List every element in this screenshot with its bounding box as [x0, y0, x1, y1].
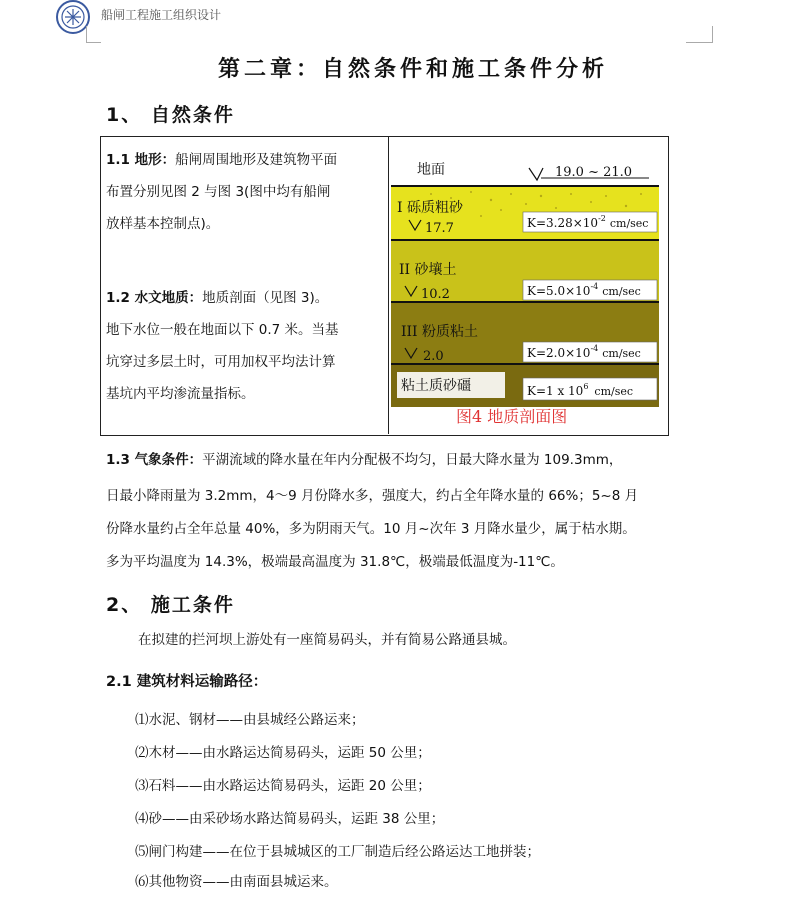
section2-heading: 2、 施工条件 [106, 594, 235, 616]
list-item: ⑶石料——由水路运达简易码头，运距 20 公里； [135, 778, 431, 794]
s11-text-b: 布置分别见图 2 与图 3(图中均有船闸 [106, 184, 331, 200]
page-corner-mark-right [686, 26, 713, 43]
s13-line1-row [106, 444, 706, 476]
list-item: ⑴水泥、钢材——由县城经公路运来； [135, 712, 365, 728]
elevation-range: 19.0 ~ 21.0 [555, 165, 633, 180]
list-item: ⑸闸门构建——在位于县城城区的工厂制造后经公路运达工地拼装； [135, 844, 540, 860]
layer-1-elev: 17.7 [425, 221, 454, 236]
layer-2-unit: cm/sec [602, 285, 641, 298]
header-doc-title: 船闸工程施工组织设计 [101, 8, 222, 22]
figure-caption: 图4 地质剖面图 [456, 407, 568, 426]
s12-text-b: 地下水位一般在地面以下 0.7 米。当基 [106, 322, 339, 338]
s13-line3: 份降水量约占全年总量 40%，多为阴雨天气。10 月~次年 3 月降水量少，属于枯水期。 [106, 521, 636, 537]
s12-text-d: 基坑内平均渗流量指标。 [106, 386, 255, 402]
layer-4-k: K=1 x 10 [527, 384, 584, 398]
table-divider [388, 136, 389, 434]
table-left-cell [106, 144, 384, 410]
s21-label: 2.1 建筑材料运输路径： [106, 674, 268, 690]
layer-3-name: III 粉质粘土 [401, 324, 479, 340]
layer-4-exp: 6 [583, 382, 589, 391]
svg-text:K=2.0×10-4cm/sec [527, 344, 641, 360]
s12-label: 1.2 水文地质： [106, 290, 203, 306]
s13-line2: 日最小降雨量为 3.2mm，4～9 月份降水多，强度大，约占全年降水量的 66%；5~8 月 [106, 488, 639, 504]
s13-line4: 多为平均温度为 14.3%，极端最高温度为 31.8℃，极端最低温度为-11℃。 [106, 554, 564, 570]
ground-label: 地面 [417, 162, 445, 178]
s11-text-a: 船闸周围地形及建筑物平面 [175, 152, 338, 168]
layer-1-exp: -2 [598, 214, 606, 223]
layer-3-k: K=2.0×10 [527, 346, 591, 360]
geology-profile-figure [391, 150, 661, 434]
page-corner-mark-left [86, 26, 101, 43]
svg-text:K=1 x 106cm/sec [527, 382, 633, 398]
s11-label: 1.1 地形： [106, 152, 176, 168]
list-item: ⑵木材——由水路运达简易码头，运距 50 公里； [135, 745, 431, 761]
layer-3-exp: -4 [590, 344, 599, 353]
layer-4-name: 粘土质砂礓 [401, 378, 471, 394]
ground-marker-icon [529, 168, 543, 180]
list-item: ⑹其他物资——由南面县城运来。 [135, 874, 338, 890]
layer-1-name: I 砾质粗砂 [397, 200, 463, 216]
s13-label: 1.3 气象条件： [106, 452, 203, 468]
layer-1-unit: cm/sec [609, 217, 649, 230]
layer-1-k: K=3.28×10 [527, 216, 599, 230]
layer-3-unit: cm/sec [602, 347, 641, 360]
chapter-title: 第二章：自然条件和施工条件分析 [217, 57, 608, 82]
section2-intro: 在拟建的拦河坝上游处有一座简易码头，并有简易公路通县城。 [138, 632, 516, 648]
s12-text-c: 坑穿过多层土时，可用加权平均法计算 [106, 354, 336, 370]
s13-line1: 平湖流域的降水量在年内分配极不均匀，日最大降水量为 109.3mm， [202, 452, 623, 468]
layer-2-k: K=5.0×10 [527, 284, 591, 298]
svg-text:K=5.0×10-4cm/sec [527, 282, 641, 298]
layer-2-elev: 10.2 [421, 287, 450, 302]
s11-text-c: 放样基本控制点)。 [106, 216, 220, 232]
layer-2-name: II 砂壤土 [399, 262, 457, 278]
s12-text-a: 地质剖面（见图 3)。 [202, 290, 329, 306]
layer-3-elev: 2.0 [423, 349, 444, 364]
layer-4-unit: cm/sec [594, 385, 634, 398]
section1-heading: 1、 自然条件 [106, 104, 235, 126]
list-item: ⑷砂——由采砂场水路达简易码头，运距 38 公里； [135, 811, 445, 827]
svg-text:K=3.28×10-2cm/sec [527, 214, 648, 230]
layer-2-exp: -4 [590, 282, 599, 291]
